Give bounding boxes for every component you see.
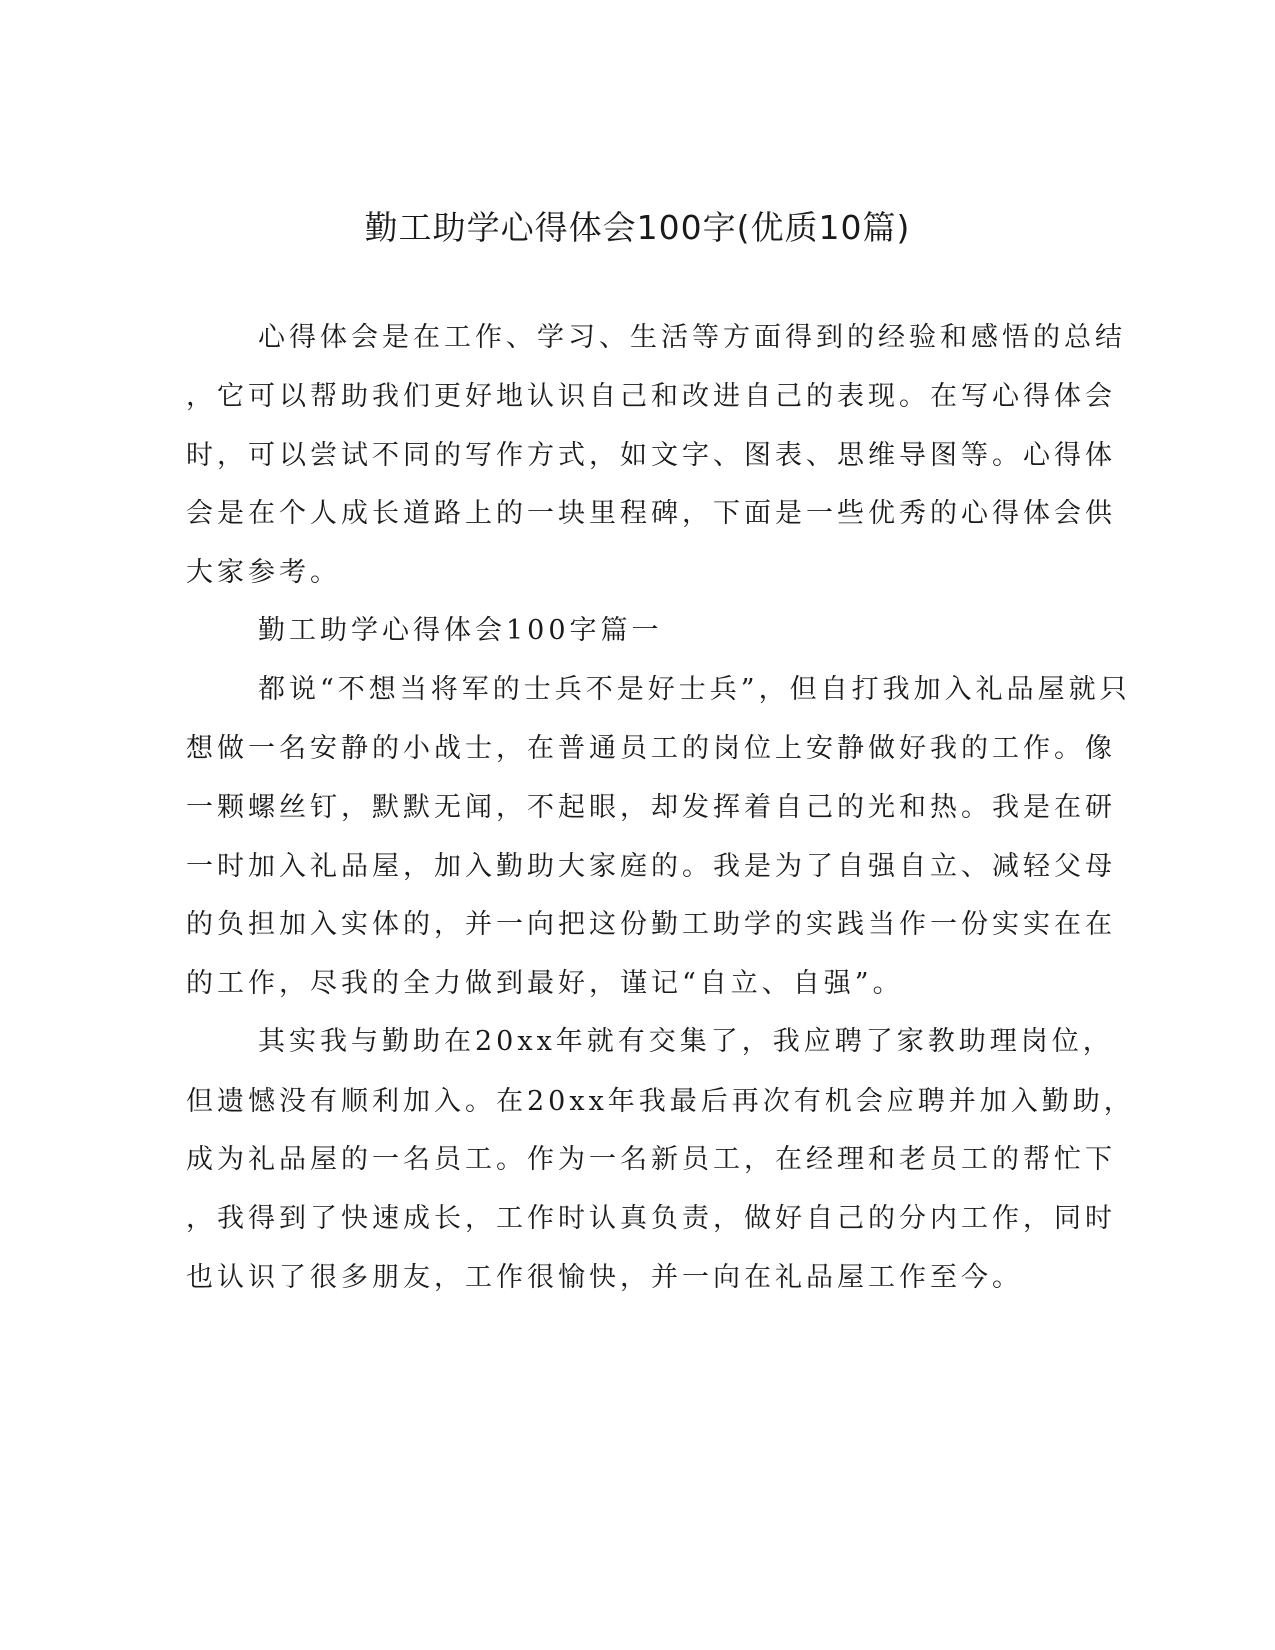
para2-line-5: 也认识了很多朋友，工作很愉快，并一向在礼品屋工作至今。 bbox=[186, 1262, 1023, 1293]
para2-line-1: 其实我与勤助在20xx年就有交集了，我应聘了家教助理岗位， bbox=[258, 1026, 1114, 1057]
para2-line-2: 但遗憾没有顺利加入。在20xx年我最后再次有机会应聘并加入勤助， bbox=[186, 1086, 1135, 1117]
intro-line-2: ，它可以帮助我们更好地认识自己和改进自己的表现。在写心得体会 bbox=[186, 381, 1116, 412]
para1-line-3: 一颗螺丝钉，默默无闻，不起眼，却发挥着自己的光和热。我是在研 bbox=[186, 792, 1116, 823]
document-title: 勤工助学心得体会100字(优质10篇) bbox=[364, 208, 911, 247]
para1-line-1: 都说“不想当将军的士兵不是好士兵”，但自打我加入礼品屋就只 bbox=[258, 674, 1131, 705]
para2-line-3: 成为礼品屋的一名员工。作为一名新员工，在经理和老员工的帮忙下 bbox=[186, 1144, 1116, 1175]
para1-line-4: 一时加入礼品屋，加入勤助大家庭的。我是为了自强自立、减轻父母 bbox=[186, 851, 1116, 882]
para1-line-5: 的负担加入实体的，并一向把这份勤工助学的实践当作一份实实在在 bbox=[186, 909, 1116, 940]
para1-line-2: 想做一名安静的小战士，在普通员工的岗位上安静做好我的工作。像 bbox=[186, 733, 1116, 764]
para1-line-6: 的工作，尽我的全力做到最好，谨记“自立、自强”。 bbox=[186, 968, 904, 999]
intro-line-1: 心得体会是在工作、学习、生活等方面得到的经验和感悟的总结 bbox=[258, 322, 1126, 353]
intro-line-4: 会是在个人成长道路上的一块里程碑，下面是一些优秀的心得体会供 bbox=[186, 498, 1116, 529]
intro-line-3: 时，可以尝试不同的写作方式，如文字、图表、思维导图等。心得体 bbox=[186, 440, 1116, 471]
intro-line-5: 大家参考。 bbox=[186, 557, 341, 588]
section-heading: 勤工助学心得体会100字篇一 bbox=[258, 615, 663, 646]
para2-line-4: ，我得到了快速成长，工作时认真负责，做好自己的分内工作，同时 bbox=[186, 1203, 1116, 1234]
